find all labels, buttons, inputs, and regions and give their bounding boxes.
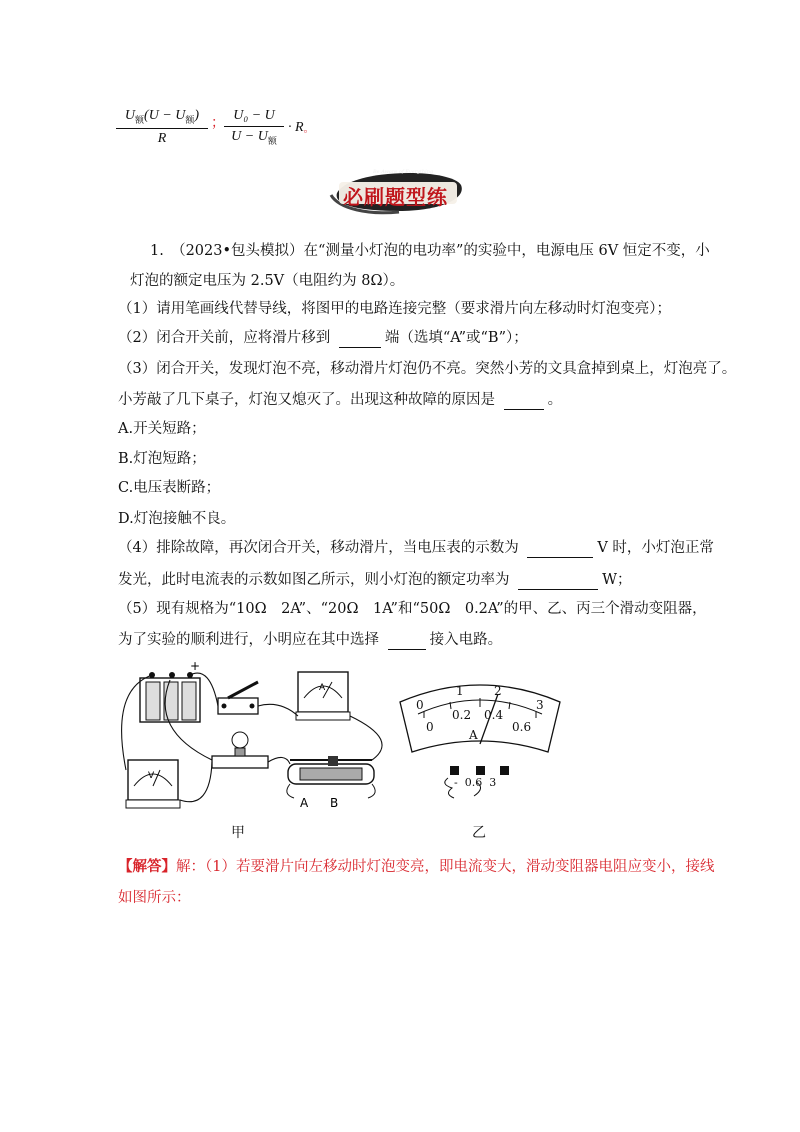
option-c: C.电压表断路； — [118, 480, 221, 496]
section-banner — [329, 165, 467, 215]
dial-terminal-labels: - 0.6 3 — [454, 776, 497, 789]
answer-blank[interactable] — [527, 543, 593, 558]
answer-blank[interactable] — [339, 333, 381, 348]
dial-upper-scale: 0 1 2 3 — [416, 684, 544, 712]
battery-plus-label: + — [190, 660, 201, 673]
ammeter-label: A — [319, 683, 326, 693]
formula-fraction-2-denominator: $U - U_额$ — [231, 129, 277, 146]
formula-separator: ； — [211, 115, 225, 131]
formula-fraction-2-numerator: U₀ − U — [233, 108, 275, 123]
question-part-3b: 小芳敲了几下桌子，灯泡又熄灭了。出现这种故障的原因是 。 — [118, 392, 563, 408]
figure-caption-left: 甲 — [231, 825, 245, 841]
formula-fraction-2 — [224, 108, 284, 147]
voltmeter-icon — [126, 760, 180, 808]
ammeter-icon — [296, 672, 350, 720]
question-part-5a: （5）现有规格为“10Ω 2A”、“20Ω 1A”和“50Ω 0.2A”的甲、乙、丙三个滑动变阻器， — [118, 601, 707, 617]
terminal-06 — [476, 766, 485, 775]
formula-fraction-1-numerator: $U_额(U - U_额)$ — [124, 108, 200, 125]
answer-line-2: 如图所示： — [118, 890, 191, 906]
question-part-1: （1）请用笔画线代替导线，将图甲的电路连接完整（要求滑片向左移动时灯泡变亮）； — [118, 301, 671, 317]
question-part-5b: 为了实验的顺利进行，小明应在其中选择 接入电路。 — [118, 632, 503, 648]
question-part-4a: （4）排除故障，再次闭合开关，移动滑片，当电压表的示数为 V 时，小灯泡正常 — [118, 540, 714, 556]
question-part-2: （2）闭合开关前，应将滑片移到 端（选填“A”或“B”）； — [118, 330, 528, 346]
circuit-diagram — [110, 660, 400, 825]
dial-unit: A — [469, 728, 478, 742]
rheostat-label-b: B — [330, 796, 339, 810]
switch-icon — [218, 682, 258, 714]
formula-fraction-1-denominator: R — [157, 130, 167, 146]
lamp-icon — [212, 732, 268, 768]
answer-tag: 【解答】 — [118, 858, 176, 875]
formula-fraction-1 — [116, 108, 208, 147]
rheostat-icon — [287, 756, 375, 798]
rheostat-label-a: A — [300, 796, 309, 810]
answer-blank[interactable] — [388, 635, 426, 650]
banner-title: 必刷题型练 — [343, 185, 448, 209]
option-a: A.开关短路； — [118, 421, 206, 437]
question-line-2: 灯泡的额定电压为 2.5V（电阻约为 8Ω）。 — [130, 273, 405, 289]
option-b: B.灯泡短路； — [118, 451, 206, 467]
answer-line-1: 【解答】解：（1）若要滑片向左移动时灯泡变亮，即电流变大，滑动变阻器电阻应变小，接线 — [118, 858, 715, 875]
formula-tail: · R。 — [288, 120, 314, 135]
question-part-4b: 发光，此时电流表的示数如图乙所示，则小灯泡的额定功率为 W； — [118, 572, 632, 588]
dial-lower-scale: 0 0.2 0.4 0.6 — [426, 708, 532, 734]
answer-blank[interactable] — [504, 395, 544, 410]
question-part-3a: （3）闭合开关，发现灯泡不亮，移动滑片灯泡仍不亮。突然小芳的文具盒掉到桌上，灯泡亮了。 — [118, 361, 737, 377]
battery-icon — [140, 672, 200, 722]
figure-caption-right: 乙 — [472, 825, 486, 841]
voltmeter-label: V — [148, 771, 155, 781]
terminal-neg — [450, 766, 459, 775]
banner-small-text: Be Aware of Everything — [373, 169, 434, 175]
answer-blank[interactable] — [518, 575, 598, 590]
option-d: D.灯泡接触不良。 — [118, 511, 236, 527]
terminal-3 — [500, 766, 509, 775]
question-line-1: 1. （2023•包头模拟）在“测量小灯泡的电功率”的实验中，电源电压 6V 恒定不变，小 — [150, 243, 710, 259]
